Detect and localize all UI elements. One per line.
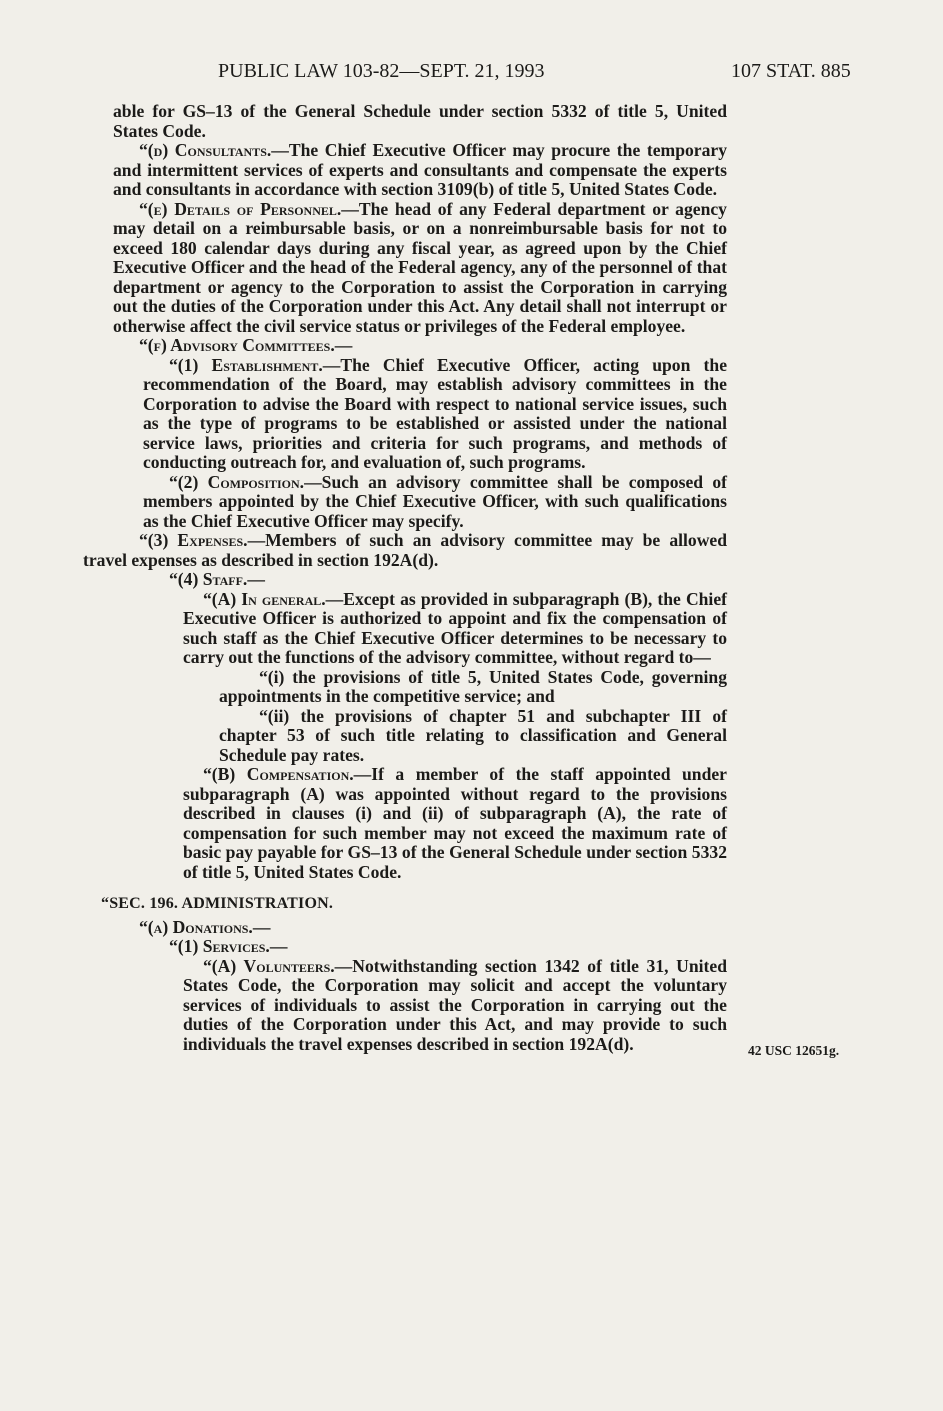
subparagraph-f4b (113, 765, 727, 882)
running-head-stat-page: 107 STAT. 885 (731, 60, 851, 82)
subsection-text: —The Chief Executive Officer may procure the temporary and intermittent services of experts and consultants and compensate the experts and consultants in accordance with section 3109(b) of title 5, United States Code. (113, 140, 727, 199)
subparagraph-a1a (113, 957, 727, 1055)
subsection-text: — (334, 335, 353, 355)
section-heading: “SEC. 196. ADMINISTRATION. (101, 895, 334, 912)
subsection-heading: “(a) Donations. (139, 916, 253, 937)
paragraph-continuation (113, 102, 727, 141)
subparagraph-heading: “(A) In general. (203, 588, 326, 609)
subparagraph-heading: “(B) Compensation. (203, 764, 354, 784)
subparagraph-text: —Except as provided in subparagraph (B), the Chief Executive Officer is authorized to appoint and fix the compensation of such staff as the Chief Executive Officer determines to be necessary to carry out the functions of the advisory committee, without regard to— (183, 588, 727, 667)
paragraph-heading: “(1) Services. (169, 936, 270, 956)
paragraph-heading: “(2) Composition. (169, 471, 305, 492)
subparagraph-text: —If a member of the staff appointed under subparagraph (A) was appointed without regard to the provisions described in clauses (i) and (ii) of subparagraph (A), the rate of compensation for such member may not exceed the maximum rate of basic pay payable for GS–13 of the General Schedule under section 5332 of title 5, United States Code. (183, 764, 727, 882)
clause-ii (113, 707, 727, 766)
paragraph-heading: “(1) Establishment. (169, 354, 323, 375)
document-body (83, 101, 728, 1054)
subsection-f (113, 336, 727, 356)
subsection-heading: “(d) Consultants. (139, 140, 272, 160)
paragraph-f4 (113, 570, 727, 590)
running-head-law: PUBLIC LAW 103-82—SEPT. 21, 1993 (218, 60, 545, 82)
subsection-text: —The head of any Federal department or agency may detail on a reimbursable basis, or on a nonreimbursable basis for not to exceed 180 calendar days during any fiscal year, as agreed upon by the Chief Executive Officer and the head of the Federal agency, any of the personnel of that department or agency to the Corporation to assist the Corporation in carrying out the duties of the Corporation under this Act. Any detail shall not interrupt or otherwise affect the civil service status or privileges of the Federal employee. (113, 198, 727, 336)
paragraph-f3 (83, 531, 727, 570)
paragraph-text: —Such an advisory committee shall be composed of members appointed by the Chief Executive Officer, with such qualifications as the Chief Executive Officer may specify. (143, 471, 727, 531)
subparagraph-heading: “(A) Volunteers. (203, 955, 335, 976)
paragraph-f2 (113, 473, 727, 532)
subsection-a (113, 918, 727, 938)
paragraph-a1 (113, 937, 727, 957)
subsection-e (113, 200, 727, 337)
paragraph-text: —Members of such an advisory committee may be allowed travel expenses as described in section 192A(d). (83, 530, 727, 570)
subsection-heading: “(f) Advisory Committees. (139, 335, 335, 355)
margin-citation: 42 USC 12651g. (748, 1043, 840, 1058)
paragraph-text: — (247, 569, 265, 589)
subsection-d (113, 141, 727, 200)
page-header (0, 60, 943, 88)
paragraph-heading: “(3) Expenses. (139, 530, 248, 550)
paragraph-text: — (269, 936, 288, 956)
paragraph-text: —The Chief Executive Officer, acting upon the recommendation of the Board, may establish advisory committees in the Corporation to advise the Board with respect to national service issues, such as the type of programs to be established or assisted under the national service laws, priorities and criteria for such programs, and methods of conducting outreach for, and evaluation of, such programs. (143, 354, 728, 472)
subparagraph-f4a (113, 590, 727, 668)
paragraph-text: able for GS–13 of the General Schedule under section 5332 of title 5, United States Code. (113, 101, 727, 141)
clause-text: “(ii) the provisions of chapter 51 and subchapter III of chapter 53 of such title relating to classification and General Schedule pay rates. (219, 705, 727, 765)
clause-i (113, 668, 727, 707)
paragraph-heading: “(4) Staff. (169, 569, 248, 589)
subsection-text: — (252, 916, 271, 937)
subsection-heading: “(e) Details of Personnel. (139, 198, 342, 219)
subparagraph-text: —Notwithstanding section 1342 of title 31, United States Code, the Corporation may solicit and accept the voluntary services of individuals to assist the Corporation in carrying out the duties of the Corporation under this Act, and may provide to such individuals the travel expenses described in section 192A(d). (183, 955, 727, 1054)
paragraph-f1 (113, 356, 727, 473)
clause-text: “(i) the provisions of title 5, United States Code, governing appointments in the competitive service; and (219, 666, 727, 706)
